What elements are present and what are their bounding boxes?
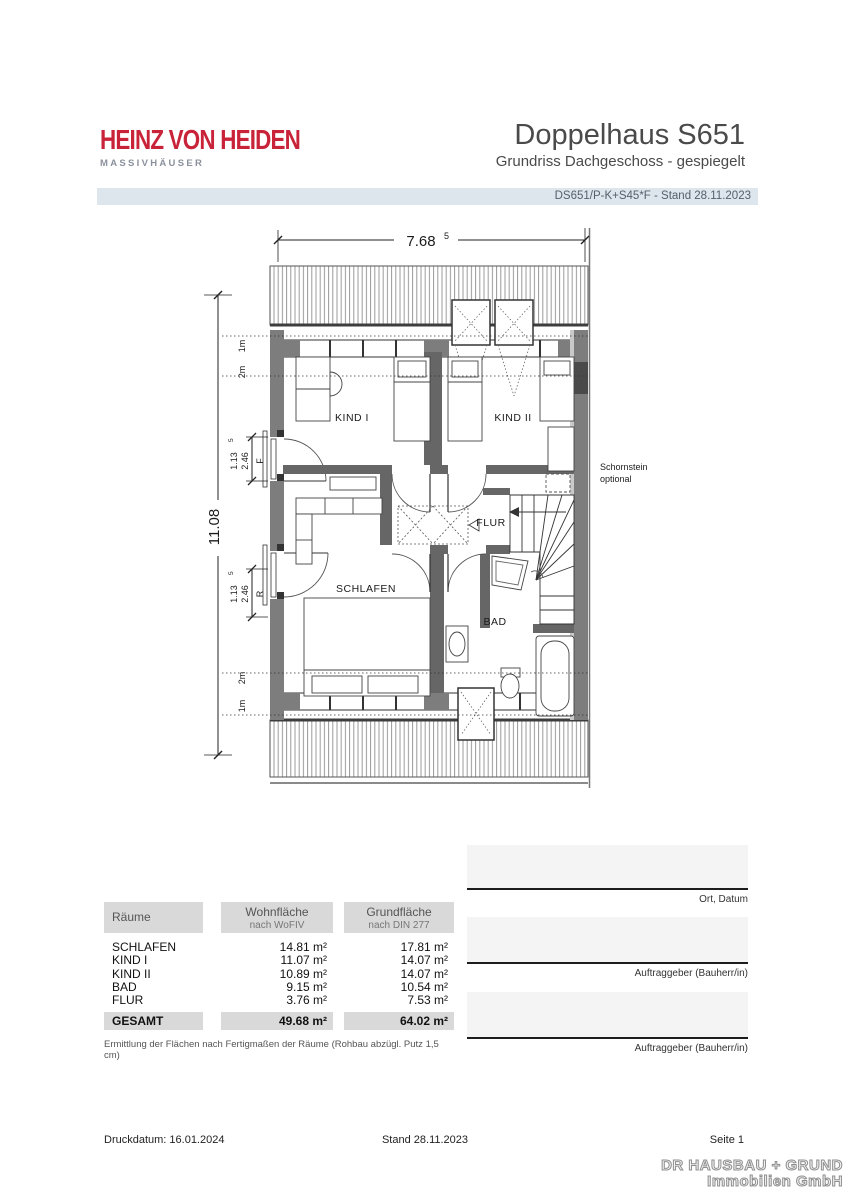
print-date: Druckdatum: 16.01.2024	[104, 1134, 225, 1146]
table-row: FLUR 3.76 m² 7.53 m²	[112, 993, 448, 1008]
table-footnote: Ermittlung der Flächen nach Fertigmaßen der Räume (Rohbau abzügl. Putz 1,5 cm)	[104, 1039, 439, 1062]
dim-depth-value: 11.08	[206, 508, 223, 546]
plan-code: DS651/P-K+S45*F - Stand 28.11.2023	[554, 190, 751, 202]
column-header-grundflaeche: Grundfläche nach DIN 277	[344, 902, 454, 933]
dormer-bottom	[458, 688, 494, 740]
dimension-knee-bottom	[237, 672, 247, 713]
desk-chair	[330, 372, 342, 396]
page-subtitle: Grundriss Dachgeschoss - gespiegelt	[495, 153, 745, 170]
svg-text:5: 5	[228, 571, 235, 575]
svg-text:2.46: 2.46	[240, 585, 250, 603]
room-label-kind1: KIND I	[335, 412, 369, 424]
svg-text:5: 5	[228, 438, 235, 442]
company-watermark: DR HAUSBAU + GRUND Immobilien GmbH	[661, 1157, 843, 1190]
table-row: BAD 9.15 m² 10.54 m²	[112, 979, 448, 994]
svg-text:F: F	[255, 458, 265, 464]
area-table-rows	[104, 941, 447, 1007]
svg-text:2m: 2m	[237, 365, 247, 379]
dimension-depth	[204, 291, 232, 759]
roof-band-top	[270, 266, 588, 325]
dormer-top-right	[495, 300, 533, 396]
table-total-row: GESAMT 49.68 m² 64.02 m²	[104, 1012, 447, 1030]
svg-text:1.13: 1.13	[229, 585, 239, 603]
svg-text:1.13: 1.13	[229, 452, 239, 470]
svg-text:1m: 1m	[237, 339, 247, 353]
chimney-note	[600, 462, 648, 484]
page-number: Seite 1	[709, 1134, 744, 1146]
signature-field-auftraggeber-1: Auftraggeber (Bauherr/in)	[467, 917, 748, 979]
page-title: Doppelhaus S651	[514, 119, 745, 151]
column-header-raeume: Räume	[104, 902, 203, 933]
signature-field-ort-datum: Ort, Datum	[467, 845, 748, 905]
signature-box[interactable]	[467, 845, 748, 890]
svg-text:2m: 2m	[237, 671, 247, 685]
signature-box[interactable]	[467, 917, 748, 964]
room-label-bad: BAD	[483, 616, 507, 628]
svg-text:R: R	[255, 590, 265, 598]
svg-text:Schornstein: Schornstein	[600, 462, 648, 472]
revision-date: Stand 28.11.2023	[381, 1134, 469, 1146]
room-label-flur: FLUR	[476, 517, 506, 529]
room-label-schlafen: SCHLAFEN	[335, 583, 397, 595]
logo-tagline: MASSIVHÄUSER	[100, 158, 205, 169]
roof-band-bottom	[270, 720, 588, 783]
dim-width-value: 7.68	[406, 233, 436, 250]
svg-text:optional: optional	[600, 474, 632, 484]
logo-wordmark: HEINZ VON HEIDEN	[100, 124, 301, 155]
column-header-wohnflaeche: Wohnfläche nach WoFIV	[221, 902, 333, 933]
ceiling-hatch	[398, 506, 479, 544]
dimension-window-1	[228, 433, 268, 485]
table-row: KIND II 10.89 m² 14.07 m²	[112, 966, 448, 981]
signature-box[interactable]	[467, 992, 748, 1039]
svg-text:2.46: 2.46	[240, 452, 250, 470]
signature-field-auftraggeber-2: Auftraggeber (Bauherr/in)	[467, 992, 748, 1054]
dimension-knee-top	[237, 340, 247, 379]
area-table-header	[104, 902, 447, 933]
table-row: SCHLAFEN 14.81 m² 17.81 m²	[112, 940, 448, 954]
dimension-width	[274, 228, 589, 262]
table-row: KIND I 11.07 m² 14.07 m²	[112, 953, 448, 968]
area-table	[104, 902, 447, 1061]
dim-width-sup: 5	[444, 231, 450, 241]
svg-text:1m: 1m	[237, 699, 247, 713]
dimension-window-2	[228, 565, 268, 621]
room-label-kind2: KIND II	[494, 412, 532, 424]
